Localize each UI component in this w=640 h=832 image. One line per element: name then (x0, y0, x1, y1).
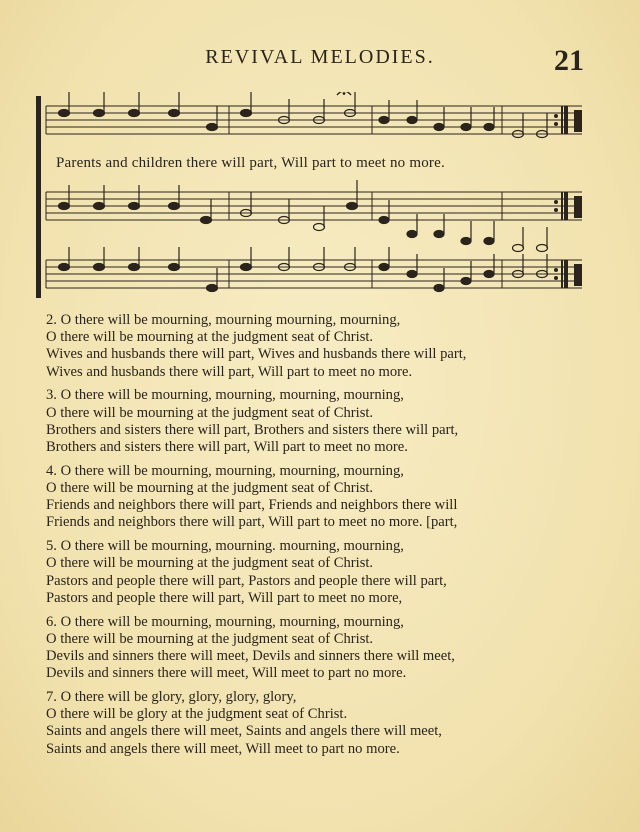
stanza-2 (46, 312, 596, 381)
verse-line: 4. O there will be mourning, mourning, mourning, mourning, (46, 462, 404, 479)
verse-line: O there will be mourning at the judgment seat of Christ. (46, 555, 374, 572)
verse-line: Friends and neighbors there will part, Will part to meet no more. [part, (46, 514, 458, 531)
verse-line: 6. O there will be mourning, mourning, mourning, mourning, (46, 613, 404, 630)
music-lyric-line: Parents and children there will part, Will part to meet no more. (56, 155, 445, 171)
verse-line: O there will be mourning at the judgment seat of Christ. (46, 480, 374, 497)
notes-staff-1 (59, 92, 548, 138)
running-title: REVIVAL MELODIES. (205, 46, 435, 68)
verse-line: 7. O there will be glory, glory, glory, glory, (46, 689, 297, 706)
verse-line: Brothers and sisters there will part, Will part to meet no more. (46, 439, 408, 456)
verse-line: Wives and husbands there will part, Wives and husbands there will part, (46, 346, 467, 363)
verse-line: Pastors and people there will part, Pastors and people there will part, (46, 572, 447, 589)
stanza-6 (46, 614, 596, 683)
verse-line: Brothers and sisters there will part, Brothers and sisters there will part, (46, 421, 459, 438)
stanza-3 (46, 387, 596, 456)
notes-staff-2 (59, 180, 548, 252)
verse-line: 5. O there will be mourning, mourning. mourning, mourning, (46, 538, 404, 555)
verse-line: O there will be mourning at the judgment seat of Christ. (46, 630, 374, 647)
verse-line: Friends and neighbors there will part, Friends and neighbors there will (46, 497, 458, 514)
verse-line: Devils and sinners there will meet, Devils and sinners there will meet, (46, 648, 455, 665)
page-number: 21 (554, 44, 584, 77)
verse-line: 2. O there will be mourning, mourning mourning, mourning, (46, 312, 401, 328)
verse-line: Saints and angels there will meet, Saints and angels there will meet, (46, 723, 442, 740)
notes-staff-3 (59, 247, 548, 292)
verse-line: O there will be mourning at the judgment seat of Christ. (46, 404, 374, 421)
verse-line: O there will be glory at the judgment seat of Christ. (46, 706, 348, 723)
stanza-4 (46, 463, 596, 532)
verse-line: Devils and sinners there will meet, Will meet to part no more. (46, 665, 407, 682)
staff-2 (46, 192, 582, 220)
verse-line: Saints and angels there will meet, Will meet to part no more. (46, 740, 400, 757)
stanza-7 (46, 689, 596, 758)
stanza-list (46, 312, 596, 764)
stanza-5 (46, 538, 596, 607)
verse-line: Wives and husbands there will part, Will part to meet no more. (46, 363, 413, 380)
verse-line: O there will be mourning at the judgment seat of Christ. (46, 329, 374, 346)
music-score (34, 92, 586, 302)
verse-line: Pastors and people there will part, Will part to meet no more, (46, 589, 403, 606)
staff-3 (46, 260, 582, 288)
verse-line: 3. O there will be mourning, mourning, mourning, mourning, (46, 387, 404, 404)
